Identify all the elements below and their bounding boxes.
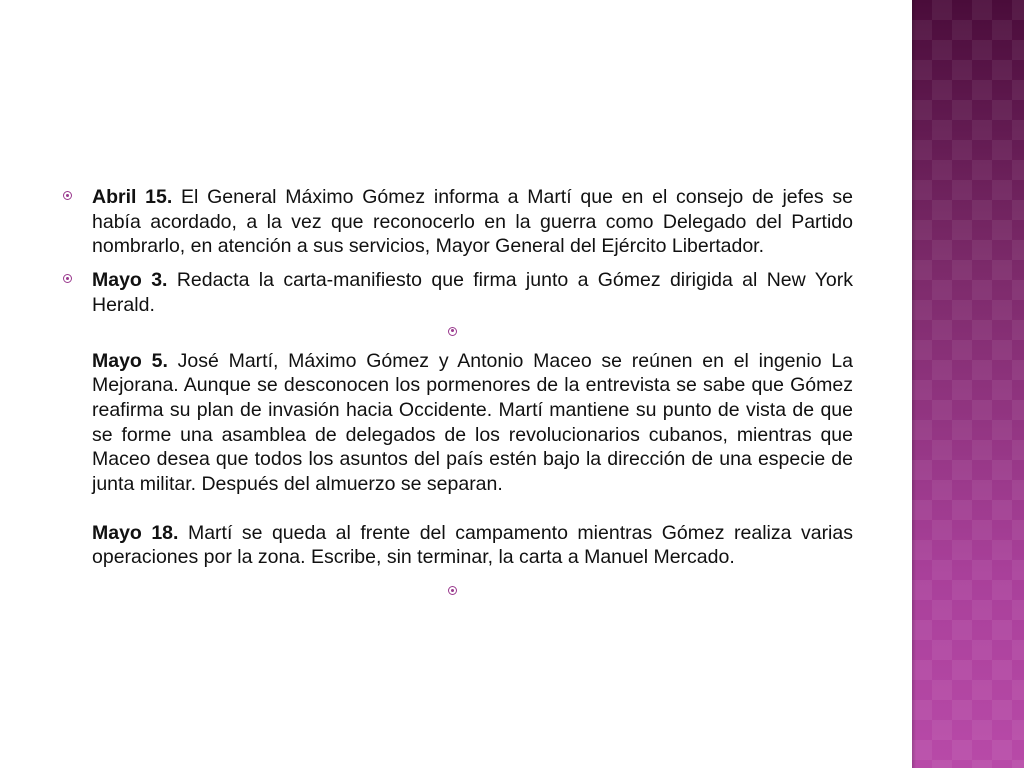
item-heading: Mayo 3. <box>92 269 168 292</box>
bullet-icon <box>63 274 72 283</box>
paragraph-heading: Mayo 5. <box>92 349 168 372</box>
paragraph <box>63 521 853 570</box>
paragraph-text: Martí se queda al frente del campamento mientras Gómez realiza varias operaciones por la zona. Escribe, sin terminar, la carta a Manuel Mercado. <box>92 521 853 569</box>
side-band-shadow <box>912 0 916 768</box>
list-item <box>63 268 853 317</box>
paragraph-text: José Martí, Máximo Gómez y Antonio Maceo se reúnen en el ingenio La Mejorana. Aunque se desconocen los pormenores de la entrevista se sabe que Gómez reafirma su plan de invasión hacia Occidente. Martí mantiene su punto de vista de que se forme una asamblea de delegados de los revolucionarios cubanos, mientras que Maceo desea que todos los asuntos del país estén bajo la dirección de una especie de junta militar. Después del almuerzo se separan. <box>92 349 853 496</box>
item-heading: Abril 15. <box>92 186 173 208</box>
decorative-side-band <box>912 0 1024 768</box>
slide-content <box>63 185 853 608</box>
empty-bullet-row <box>63 586 853 608</box>
paragraph-heading: Mayo 18. <box>92 521 179 544</box>
bullet-icon <box>448 586 457 595</box>
item-text: El General Máximo Gómez informa a Martí que en el consejo de jefes se había acordado, a la vez que reconocerlo en la guerra como Delegado del Partido nombrarlo, en atención a sus servicios, Mayor General del Ejército Libertador. <box>92 186 853 258</box>
paragraph <box>63 349 853 497</box>
item-text: Redacta la carta-manifiesto que firma junto a Gómez dirigida al New York Herald. <box>92 269 853 316</box>
list-item <box>63 185 853 259</box>
bullet-icon <box>448 327 457 336</box>
bullet-icon <box>63 191 72 200</box>
empty-bullet-row <box>63 327 853 349</box>
